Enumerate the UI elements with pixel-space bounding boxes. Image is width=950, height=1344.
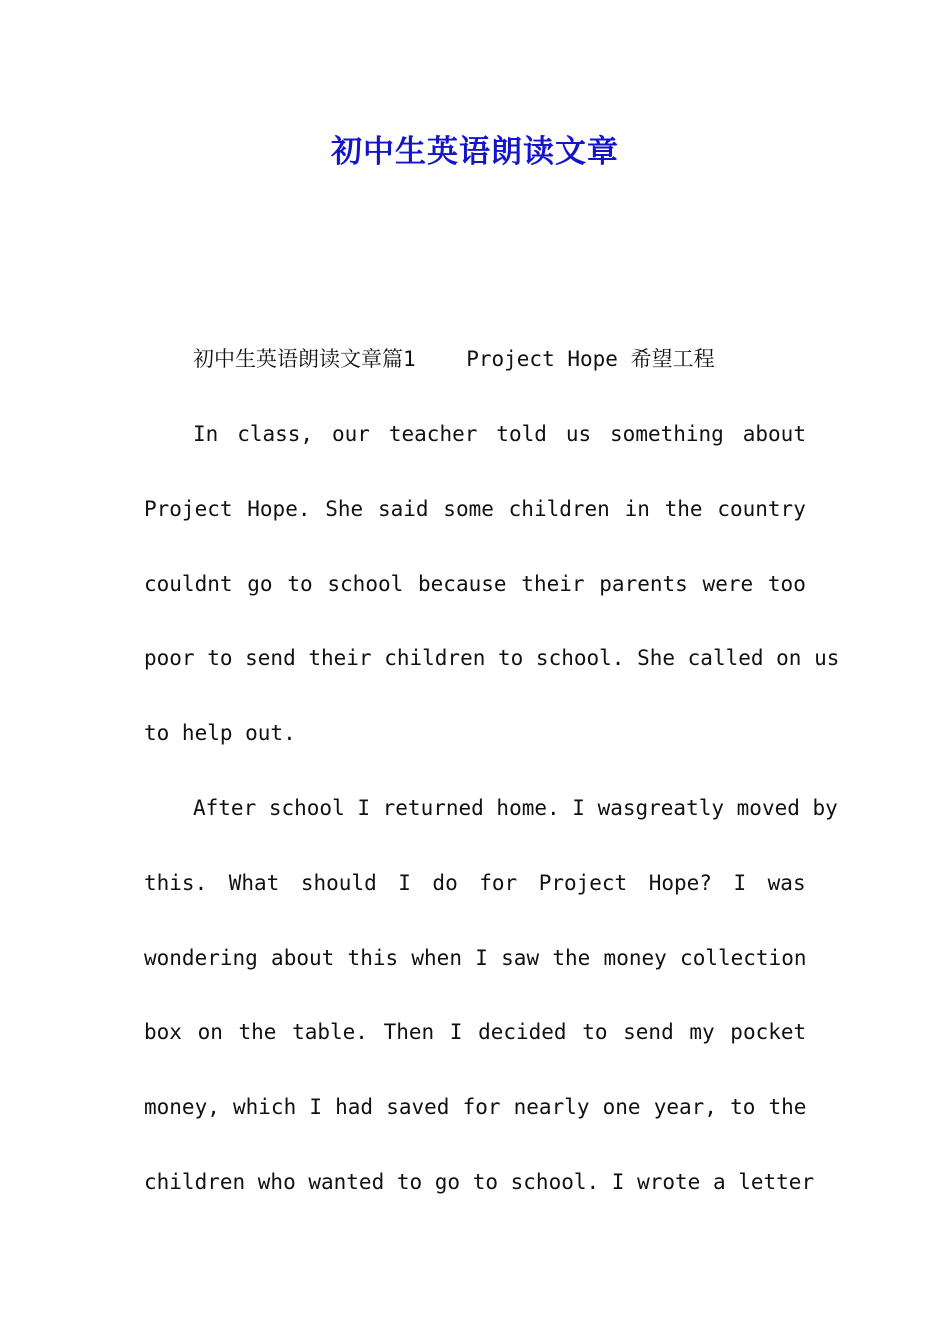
paragraph-line: couldnt go to school because their parents were too (144, 571, 806, 596)
paragraph-line: money, which I had saved for nearly one year, to the (144, 1095, 807, 1120)
paragraph-1 (144, 415, 840, 789)
document-title: 初中生英语朗读文章 (331, 134, 619, 170)
section-heading: 初中生英语朗读文章篇1 Project Hope 希望工程 (193, 347, 715, 371)
paragraph-2 (144, 789, 838, 1238)
paragraph-line: children who wanted to go to school. I wrote a letter (144, 1169, 815, 1194)
paragraph-line: poor to send their children to school. She called on us (144, 646, 840, 671)
paragraph-line: After school I returned home. I wasgreatly moved by (193, 796, 838, 820)
paragraph-line: wondering about this when I saw the money collection (144, 945, 807, 970)
paragraph-line: to help out. (144, 721, 296, 746)
paragraph-line: Project Hope. She said some children in the country (144, 496, 806, 521)
paragraph-line: box on the table. Then I decided to send my pocket (144, 1020, 807, 1045)
paragraph-line: this. What should I do for Project Hope? I was (144, 870, 806, 895)
paragraph-line: In class, our teacher told us something about (193, 422, 806, 446)
